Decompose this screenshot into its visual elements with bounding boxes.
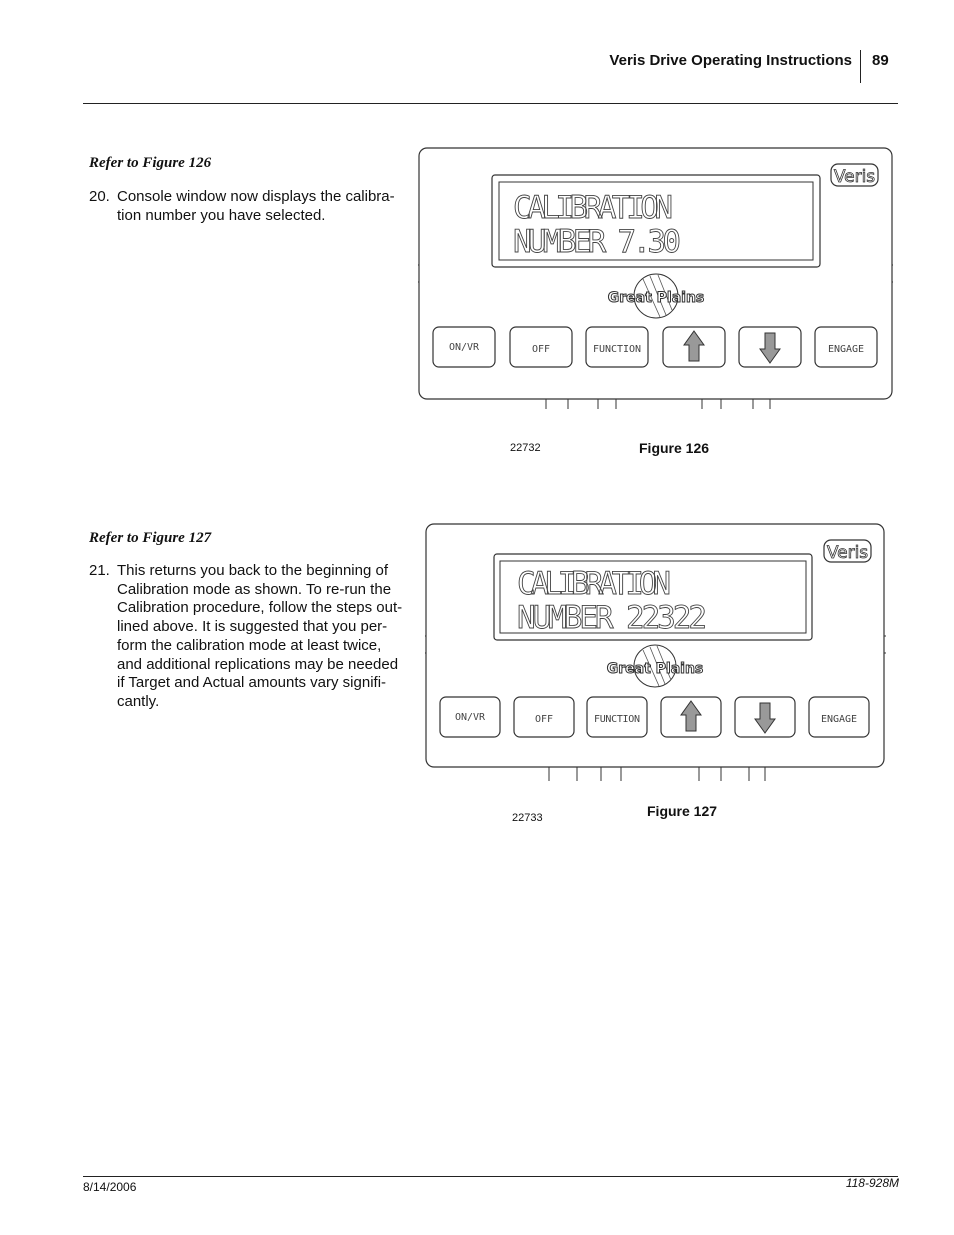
on-vr-button[interactable] bbox=[433, 327, 495, 367]
function-button[interactable] bbox=[586, 327, 648, 367]
step-line: and additional replications may be needed bbox=[117, 655, 399, 673]
console-figure-127 bbox=[425, 523, 886, 785]
figure-caption: Figure 126 bbox=[639, 440, 710, 456]
lcd-line-1: CALIBRATION bbox=[513, 190, 673, 226]
svg-text:ON/VR: ON/VR bbox=[454, 712, 486, 723]
step-line: if Target and Actual amounts vary signifi- bbox=[117, 674, 387, 692]
off-button[interactable] bbox=[514, 697, 574, 737]
figure-id: 22732 bbox=[510, 442, 541, 454]
step-21 bbox=[89, 562, 419, 714]
svg-text:FUNCTION: FUNCTION bbox=[594, 714, 640, 725]
lcd-line-2: NUMBER 7.30 bbox=[513, 224, 681, 260]
svg-text:FUNCTION: FUNCTION bbox=[593, 344, 641, 355]
step-line: Calibration procedure, follow the steps out- bbox=[117, 599, 403, 617]
footer-date: 8/14/2006 bbox=[83, 1180, 137, 1194]
down-arrow-button[interactable] bbox=[735, 697, 795, 737]
engage-button[interactable] bbox=[809, 697, 869, 737]
step-number: 21. bbox=[89, 562, 110, 579]
step-line: This returns you back to the beginning of bbox=[117, 562, 388, 579]
figure-caption: Figure 127 bbox=[647, 803, 718, 819]
step-line: Console window now displays the calibra- bbox=[117, 188, 395, 205]
step-line: cantly. bbox=[117, 692, 160, 710]
footer-rule bbox=[83, 1176, 898, 1177]
svg-text:ON/VR: ON/VR bbox=[448, 342, 480, 353]
brand-logo: Veris bbox=[833, 167, 876, 187]
refer-to-figure-126: Refer to Figure 126 bbox=[89, 155, 212, 171]
running-header-title: Veris Drive Operating Instructions bbox=[609, 52, 852, 69]
svg-text:ENGAGE: ENGAGE bbox=[827, 344, 865, 355]
svg-text:OFF: OFF bbox=[534, 714, 554, 725]
up-arrow-button[interactable] bbox=[663, 327, 725, 367]
header-rule bbox=[83, 103, 898, 104]
svg-text:Great Plains: Great Plains bbox=[607, 290, 705, 306]
svg-text:Great Plains: Great Plains bbox=[606, 661, 704, 677]
function-button[interactable] bbox=[587, 697, 647, 737]
svg-text:OFF: OFF bbox=[531, 344, 551, 355]
figure-id: 22733 bbox=[512, 812, 543, 824]
page-number: 89 bbox=[872, 52, 889, 69]
step-line: form the calibration mode at least twice, bbox=[117, 636, 382, 654]
step-number: 20. bbox=[89, 188, 110, 205]
header-divider bbox=[860, 50, 861, 83]
step-line: tion number you have selected. bbox=[117, 206, 326, 224]
down-arrow-button[interactable] bbox=[739, 327, 801, 367]
off-button[interactable] bbox=[510, 327, 572, 367]
lcd-line-2: NUMBER 22322 bbox=[517, 600, 707, 636]
lcd-line-1: CALIBRATION bbox=[517, 566, 671, 602]
refer-to-figure-127: Refer to Figure 127 bbox=[89, 530, 212, 546]
step-20 bbox=[89, 188, 419, 228]
console-figure-126 bbox=[418, 147, 893, 409]
engage-button[interactable] bbox=[815, 327, 877, 367]
on-vr-button[interactable] bbox=[440, 697, 500, 737]
step-text bbox=[117, 188, 395, 225]
step-line: lined above. It is suggested that you per- bbox=[117, 618, 388, 636]
svg-text:ENGAGE: ENGAGE bbox=[820, 714, 858, 725]
up-arrow-button[interactable] bbox=[661, 697, 721, 737]
document-number: 118-928M bbox=[845, 1176, 899, 1190]
brand-logo: Veris bbox=[826, 543, 869, 563]
step-text bbox=[117, 562, 402, 712]
step-line: Calibration mode as shown. To re-run the bbox=[117, 580, 392, 598]
